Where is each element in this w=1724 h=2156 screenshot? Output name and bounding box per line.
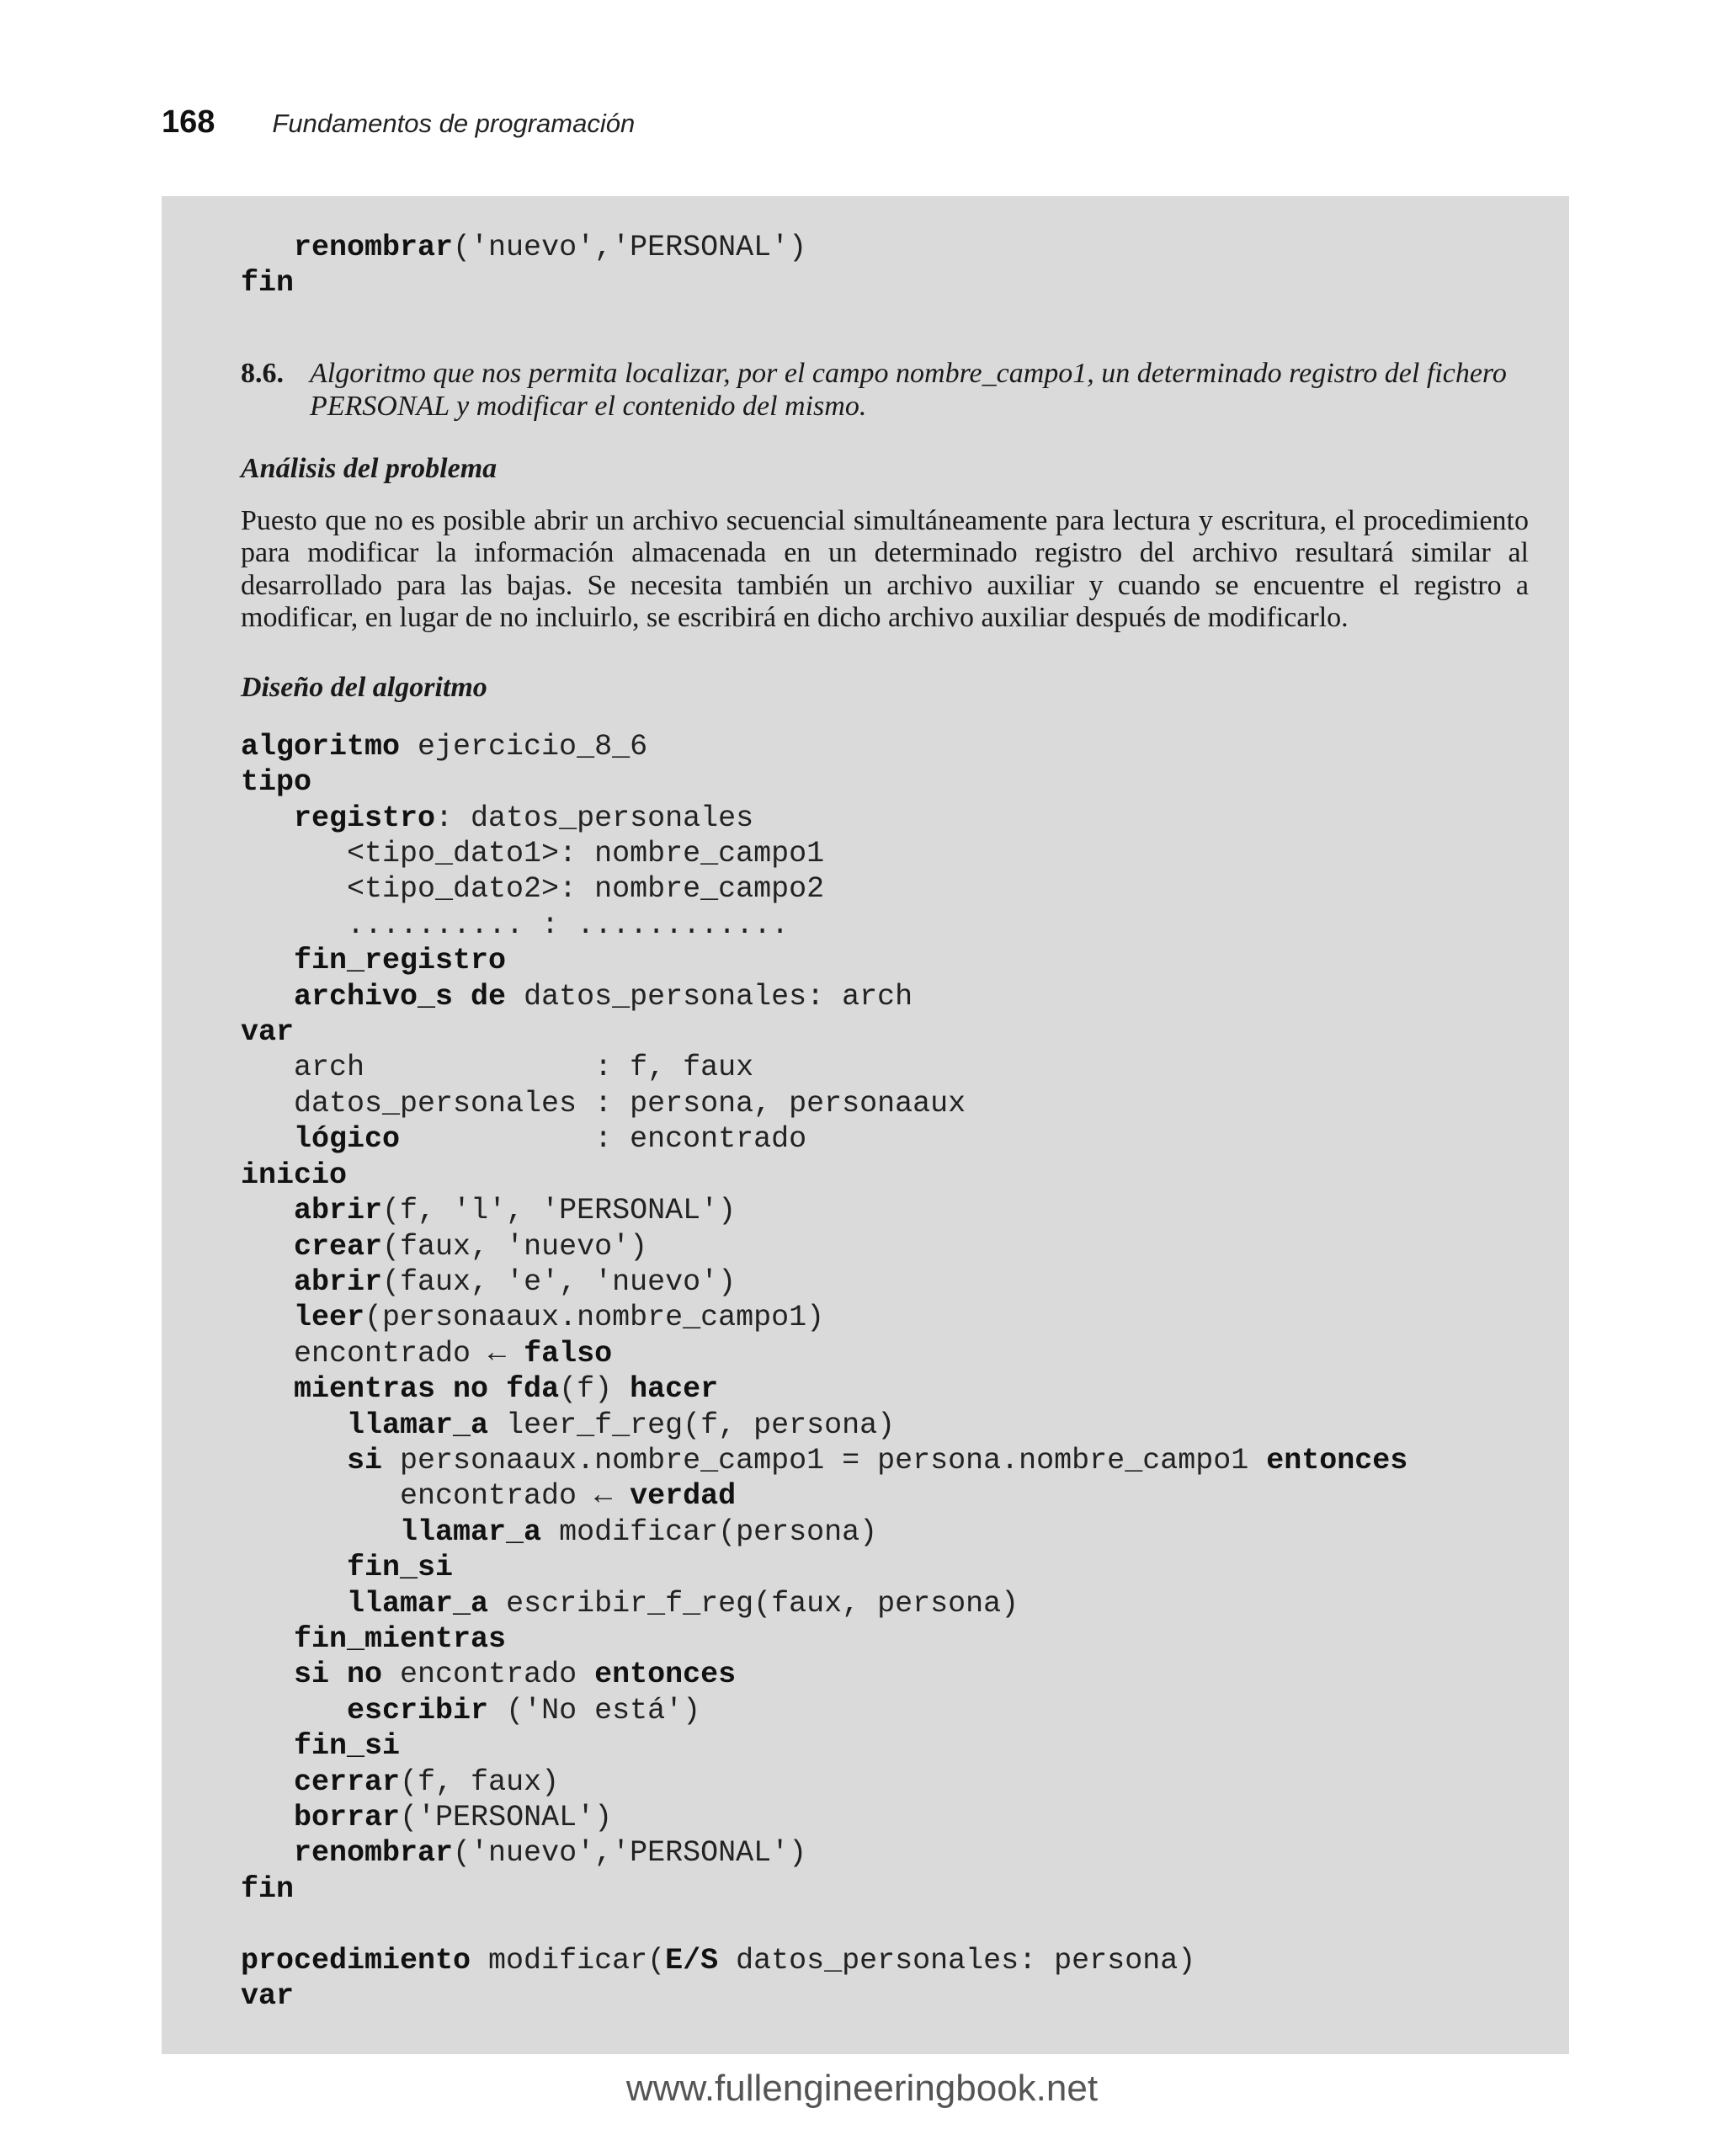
code-keyword: procedimiento [241,1943,471,1978]
code-keyword: llamar_a [400,1515,542,1549]
code-keyword: lógico [294,1122,401,1157]
code-line: .......... : ............ [241,908,790,942]
code-line: si personaaux.nombre_campo1 = persona.nombre_campo1 entonces [347,1443,1408,1477]
code-keyword: mientras no fda [294,1372,560,1407]
code-keyword: escribir [347,1693,489,1727]
code-line: datos_personales : persona, personaaux [241,1086,966,1121]
code-line: cerrar(f, faux) [294,1765,560,1799]
code-keyword: fin_mientras [294,1621,507,1656]
code-line [241,1622,506,1656]
code-keyword: fin [241,266,295,301]
footer-url: www.fullengineeringbook.net [625,2068,1099,2109]
analysis-paragraph: Puesto que no es posible abrir un archivo secuencial simultáneamente para lectura y escritura, el procedimiento para modificar la información almacenada en un determinado registro del archivo resultará similar al desarrollado para las bajas. Se necesita también un archivo auxiliar y cuando se encuentre el registro a modificar, en lugar de no incluirlo, se escribirá en dicho archivo auxiliar después de modificarlo. [241,504,1529,634]
code-keyword: registro [294,801,436,835]
code-line [241,1015,294,1049]
code-keyword: renombrar [294,1836,454,1871]
code-keyword: var [241,1015,295,1050]
code-line: lógico : encontrado [294,1122,807,1157]
analysis-heading: Análisis del problema [241,452,498,484]
code-line: llamar_a modificar(persona) [400,1515,878,1549]
code-line: algoritmo ejercicio_8_6 [241,729,648,764]
code-line: procedimiento modificar(E/S datos_personales: persona) [241,1943,1196,1978]
code-line: llamar_a escribir_f_reg(faux, persona) [347,1586,1019,1621]
code-keyword: var [241,1979,295,2014]
code-keyword: abrir [294,1194,383,1228]
code-keyword: fin [241,1871,295,1906]
code-keyword: fin_si [347,1551,454,1585]
code-line [241,765,311,799]
code-line: arch : f, faux [241,1051,754,1085]
code-keyword: crear [294,1229,383,1264]
code-line [241,1158,347,1192]
code-keyword: fin_registro [294,944,507,978]
code-keyword: hacer [630,1372,719,1407]
code-line: <tipo_dato2>: nombre_campo2 [241,872,825,907]
code-line: <tipo_dato1>: nombre_campo1 [241,837,825,871]
page-number: 168 [162,104,216,140]
code-line: encontrado ← verdad [241,1479,737,1514]
code-keyword: falso [524,1336,613,1371]
code-line: borrar('PERSONAL') [294,1801,613,1834]
code-keyword: leer [294,1301,365,1335]
code-keyword: tipo [241,765,312,800]
code-keyword: cerrar [294,1765,401,1799]
code-line: encontrado ← falso [241,1336,613,1371]
code-keyword: E/S [665,1943,719,1978]
code-block-top [241,230,1529,301]
code-line [241,266,294,300]
code-line: llamar_a leer_f_reg(f, persona) [347,1408,896,1442]
code-keyword: borrar [294,1801,401,1834]
code-keyword: verdad [630,1479,737,1514]
code-keyword: archivo_s de [294,979,507,1014]
code-keyword: llamar_a [347,1586,489,1621]
exercise-statement [241,357,1529,423]
code-line [241,1872,294,1906]
code-line: renombrar('nuevo','PERSONAL') [294,231,807,264]
code-line: escribir ('No está') [347,1693,701,1727]
code-line: archivo_s de datos_personales: arch [294,979,913,1014]
code-keyword: si no [294,1658,383,1692]
design-heading: Diseño del algoritmo [241,671,487,703]
code-keyword: algoritmo [241,729,401,764]
exercise-text: Algoritmo que nos permita localizar, por el campo nombre_campo1, un determinado registro del fichero PERSONAL y modificar el contenido del mismo. [310,357,1507,422]
code-line [241,1979,294,2013]
code-line [241,944,506,977]
code-line: si no encontrado entonces [294,1658,737,1692]
code-keyword: fin_si [294,1729,401,1764]
code-line: leer(personaaux.nombre_campo1) [294,1301,825,1335]
code-keyword: renombrar [294,231,454,264]
code-line: renombrar('nuevo','PERSONAL') [294,1836,807,1871]
code-keyword: entonces [594,1658,737,1692]
code-line: abrir(faux, 'e', 'nuevo') [294,1264,737,1299]
code-line: abrir(f, 'l', 'PERSONAL') [294,1194,737,1228]
code-line [241,1551,453,1584]
code-line: registro: datos_personales [294,801,754,835]
code-line [241,1729,400,1763]
exercise-number: 8.6. [241,357,284,389]
code-line: crear(faux, 'nuevo') [294,1229,648,1264]
content-inner [241,230,1529,2014]
content-panel [162,196,1569,2054]
code-keyword: llamar_a [347,1408,489,1442]
code-line: mientras no fda(f) hacer [294,1372,719,1407]
code-keyword: inicio [241,1158,348,1192]
code-block-main [241,729,1529,2015]
running-title: Fundamentos de programación [272,109,636,138]
page-header [162,104,635,155]
code-keyword: entonces [1266,1443,1408,1477]
code-keyword: si [347,1443,383,1477]
code-keyword: abrir [294,1264,383,1299]
